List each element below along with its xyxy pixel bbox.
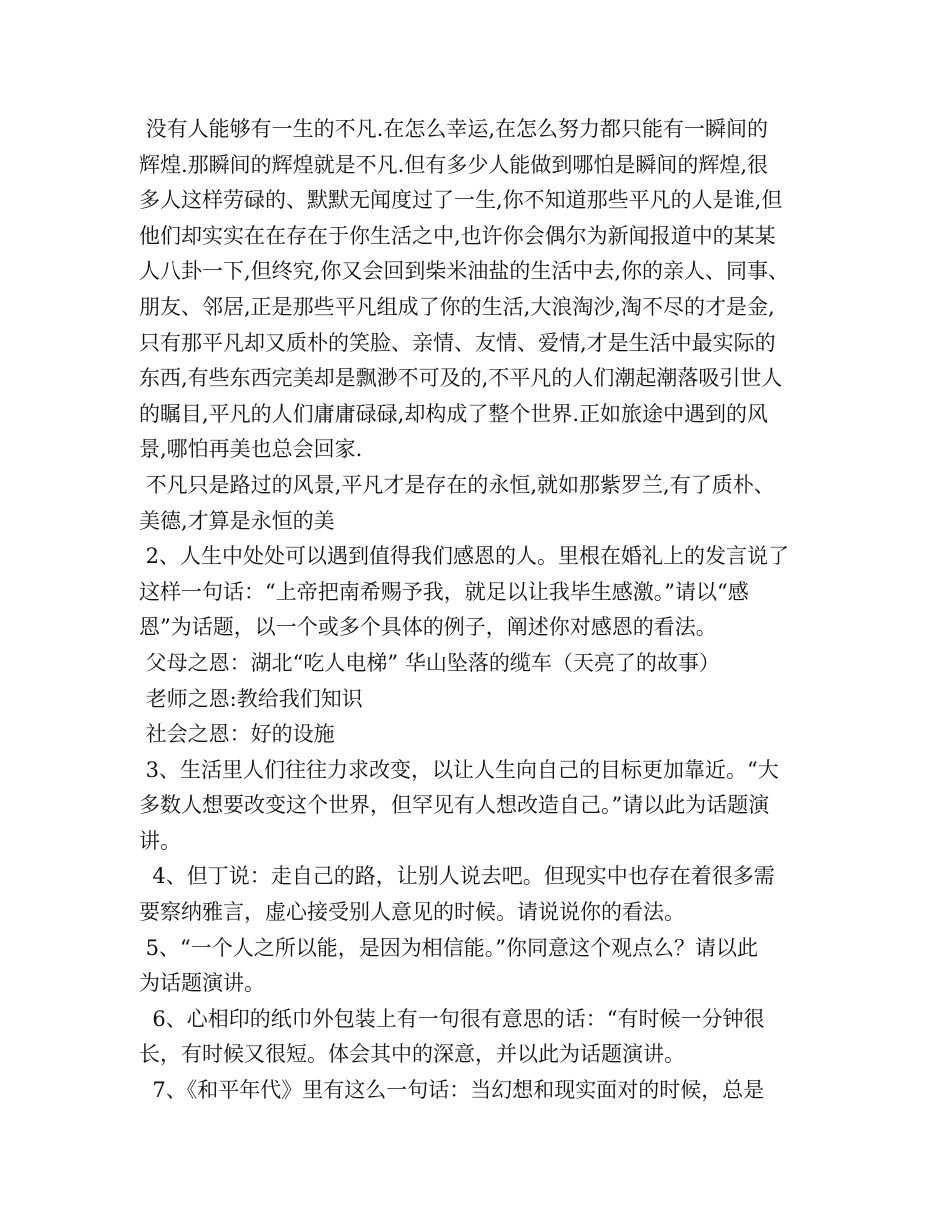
- paragraph-line: 多人这样劳碌的、默默无闻度过了一生,你不知道那些平凡的人是谁,但: [139, 188, 783, 213]
- paragraph-line: 只有那平凡却又质朴的笑脸、亲情、友情、爱情,才是生活中最实际的: [139, 330, 776, 355]
- paragraph-line: 朋友、邻居,正是那些平凡组成了你的生活,大浪淘沙,淘不尽的才是金,: [139, 294, 775, 319]
- question-line: 5、“一个人之所以能，是因为相信能。”你同意这个观点么？请以此: [139, 935, 759, 960]
- paragraph-line: 人八卦一下,但终究,你又会回到柴米油盐的生活中去,你的亲人、同事、: [139, 259, 790, 284]
- question-line: 为话题演讲。: [139, 971, 265, 996]
- question-line: 多数人想要改变这个世界，但罕见有人想改造自己。”请以此为话题演: [139, 793, 770, 818]
- question-line: 7、《和平年代》里有这么一句话：当幻想和现实面对的时候，总是: [139, 1078, 765, 1103]
- question-line: 2、人生中处处可以遇到值得我们感恩的人。里根在婚礼上的发言说了: [139, 544, 790, 569]
- question-line: 3、生活里人们往往力求改变，以让人生向自己的目标更加靠近。“大: [139, 757, 779, 782]
- question-line: 恩”为话题，以一个或多个具体的例子，阐述你对感恩的看法。: [139, 615, 717, 640]
- paragraph-line: 他们却实实在在存在于你生活之中,也许你会偶尔为新闻报道中的某某: [139, 223, 776, 248]
- question-line: 要察纳雅言，虚心接受别人意见的时候。请说说你的看法。: [139, 900, 685, 925]
- note-line: 社会之恩：好的设施: [139, 722, 335, 747]
- question-line: 这样一句话：“上帝把南希赐予我，就足以让我毕生感激。”请以“感: [139, 579, 749, 604]
- paragraph-line: 景,哪怕再美也总会回家.: [139, 437, 363, 462]
- question-line: 6、心相印的纸巾外包装上有一句很有意思的话：“有时候一分钟很: [139, 1006, 765, 1031]
- question-line: 长，有时候又很短。体会其中的深意，并以此为话题演讲。: [139, 1042, 685, 1067]
- paragraph-line: 的瞩目,平凡的人们庸庸碌碌,却构成了整个世界.正如旅途中遇到的风: [139, 401, 769, 426]
- question-line: 讲。: [139, 828, 181, 853]
- note-line: 老师之恩:教给我们知识: [139, 686, 363, 711]
- document-body: [139, 112, 829, 1109]
- paragraph-line: 不凡只是路过的风景,平凡才是存在的永恒,就如那紫罗兰,有了质朴、: [139, 472, 775, 497]
- paragraph-line: 美德,才算是永恒的美: [139, 508, 335, 533]
- paragraph-line: 辉煌.那瞬间的辉煌就是不凡.但有多少人能做到哪怕是瞬间的辉煌,很: [139, 152, 769, 177]
- note-line: 父母之恩：湖北“吃人电梯” 华山坠落的缆车（天亮了的故事）: [139, 650, 720, 675]
- paragraph-line: 没有人能够有一生的不凡.在怎么幸运,在怎么努力都只能有一瞬间的: [139, 117, 769, 141]
- paragraph-line: 东西,有些东西完美却是飘渺不可及的,不平凡的人们潮起潮落吸引世人: [139, 366, 783, 391]
- question-line: 4、但丁说：走自己的路，让别人说去吧。但现实中也存在着很多需: [139, 864, 775, 889]
